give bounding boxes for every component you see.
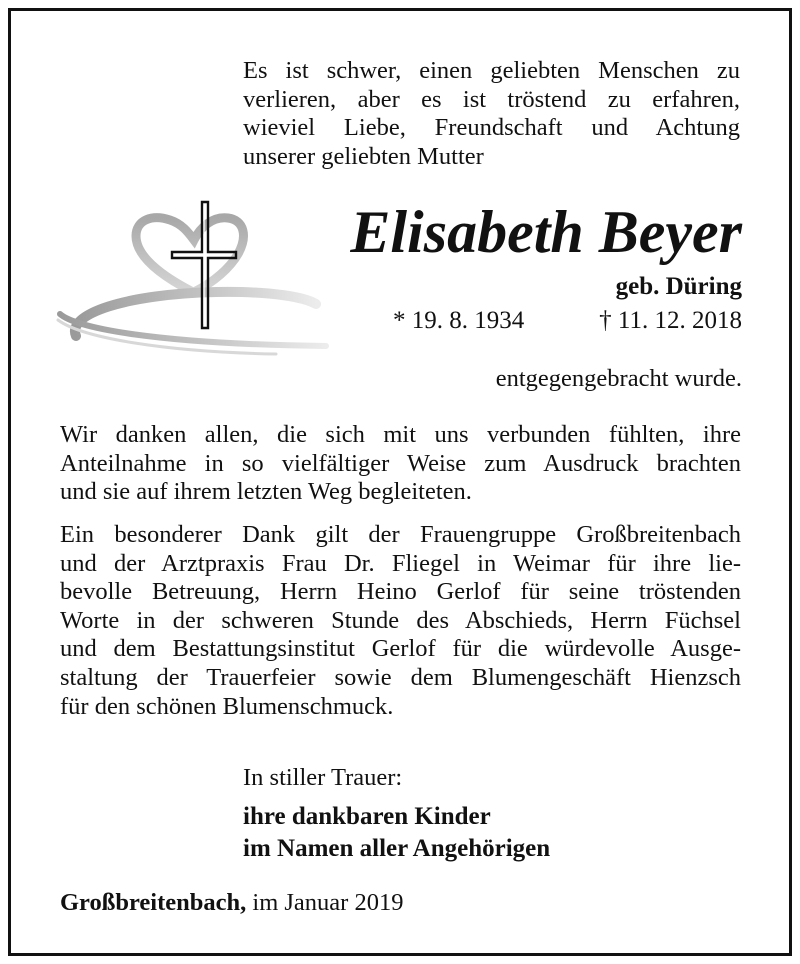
mourners-line: im Namen aller Angehörigen [243, 834, 551, 862]
paragraph-line: staltung der Trauerfeier sowie dem Blumengeschäft Hienzsch [60, 663, 741, 691]
intro-text [243, 57, 740, 171]
birth-date: * 19. 8. 1934 [393, 307, 525, 334]
paragraph-line: und der Arztpraxis Frau Dr. Fliegel in Weimar für ihre lie- [60, 549, 741, 577]
paragraph-line: für den schönen Blumenschmuck. [60, 692, 394, 720]
paragraph-line: Anteilnahme in so vielfältiger Weise zum Ausdruck brachten [60, 449, 741, 477]
intro-line: verlieren, aber es ist tröstend zu erfahren, [243, 85, 740, 113]
paragraph-line: und sie auf ihrem letzten Weg begleiteten. [60, 478, 472, 506]
paragraph-line: Wir danken allen, die sich mit uns verbunden fühlten, ihre [60, 421, 741, 448]
place-name: Großbreitenbach, [60, 889, 247, 916]
intro-line: Es ist schwer, einen geliebten Menschen zu [243, 57, 740, 84]
thanks-paragraph [60, 421, 741, 507]
paragraph-line: Ein besonderer Dank gilt der Frauengruppe Großbreitenbach [60, 521, 741, 548]
intro-line: wieviel Liebe, Freundschaft und Achtung [243, 114, 740, 142]
paragraph-line: Worte in der schweren Stunde des Abschieds, Herrn Füchsel [60, 606, 741, 634]
deceased-name: Elisabeth Beyer [350, 199, 742, 265]
place-date [60, 889, 403, 917]
intro-end: entgegengebracht wurde. [495, 365, 742, 392]
special-thanks-paragraph [60, 521, 741, 721]
paragraph-line: und dem Bestattungsinstitut Gerlof für die würdevolle Ausge- [60, 635, 741, 663]
paragraph-line: bevolle Betreuung, Herrn Heino Gerlof für seine tröstenden [60, 578, 741, 606]
notice-date: im Januar 2019 [252, 889, 404, 916]
intro-line: unserer geliebten Mutter [243, 142, 484, 170]
maiden-name: geb. Düring [615, 273, 742, 300]
death-date: † 11. 12. 2018 [599, 307, 742, 334]
mourners-block [243, 801, 550, 864]
heart-cross-icon [36, 196, 336, 371]
mourning-label: In stiller Trauer: [243, 764, 403, 791]
mourners-line: ihre dankbaren Kinder [243, 803, 491, 830]
